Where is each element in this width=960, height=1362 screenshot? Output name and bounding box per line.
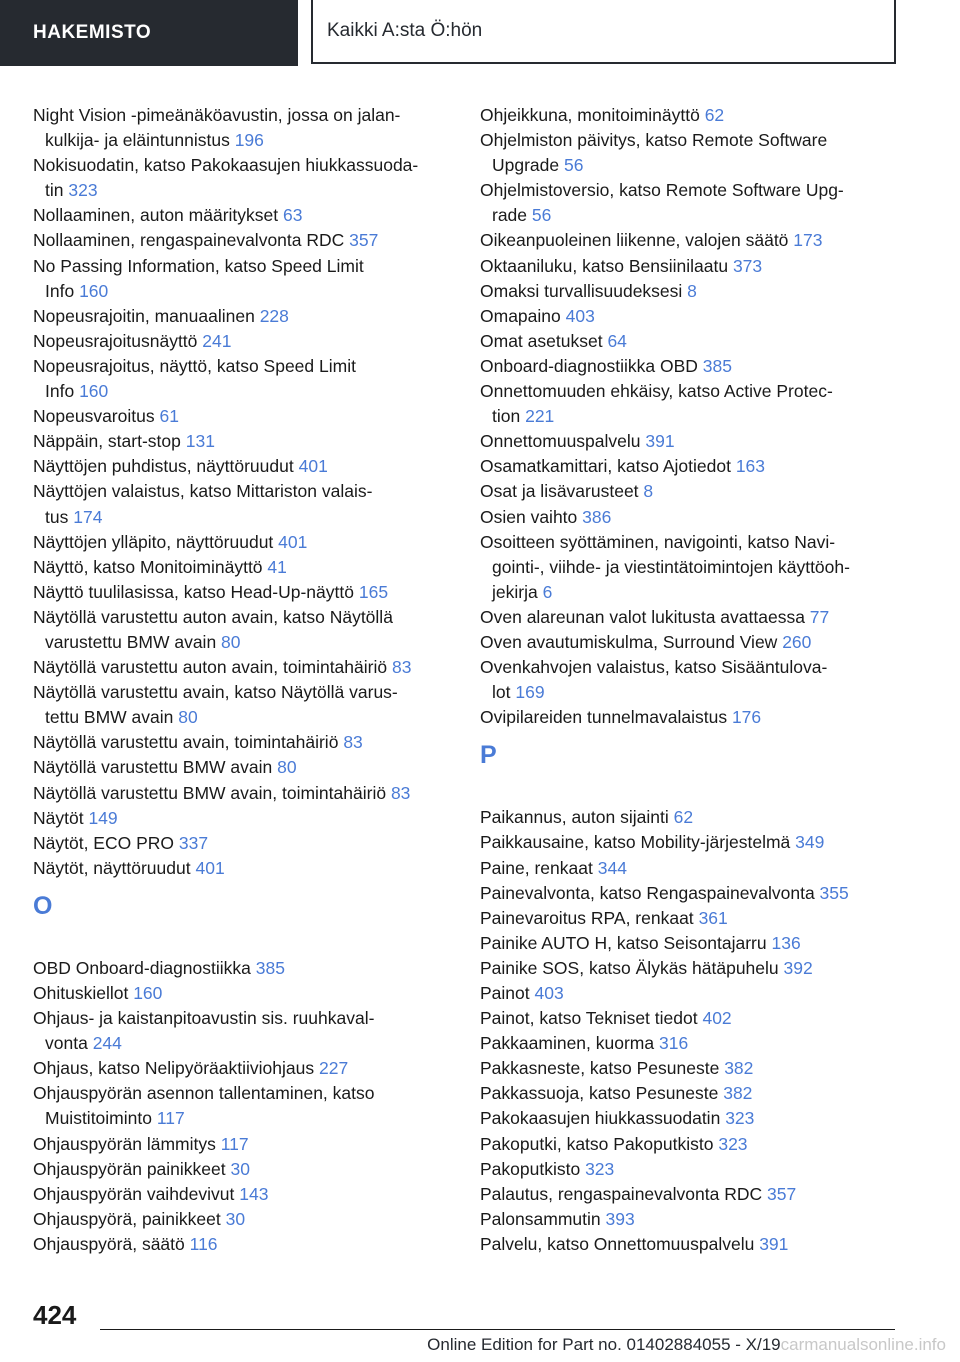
page-reference-link[interactable]: 361 [698, 907, 728, 928]
entry-text: tin [45, 180, 64, 201]
page-reference-link[interactable]: 160 [79, 381, 109, 402]
page-reference-link[interactable]: 385 [702, 355, 732, 376]
page-reference-link[interactable]: 83 [343, 732, 363, 753]
entry-text: Ohjelmistoversio, katso Remote Software Upg- [480, 180, 844, 201]
index-entries-o [33, 956, 453, 1257]
index-entry [480, 1157, 900, 1182]
entry-text: Paine, renkaat [480, 857, 593, 878]
page-reference-link[interactable]: 323 [725, 1108, 755, 1129]
page-reference-link[interactable]: 357 [349, 230, 379, 251]
edition-text: Online Edition for Part no. 01402884055 - X/19 [427, 1335, 781, 1354]
index-entry [480, 956, 900, 981]
entry-text: Oikeanpuoleinen liikenne, valojen säätö [480, 230, 789, 251]
footer-divider [100, 1329, 895, 1330]
index-entry [480, 128, 900, 178]
entry-text: Upgrade [492, 155, 560, 176]
index-column-left [33, 103, 453, 1257]
page-reference-link[interactable]: 62 [704, 105, 725, 125]
entry-text: Pakoputkisto [480, 1158, 581, 1179]
entry-text: Näyttö tuulilasissa, katso Head-Up-näyttö [33, 581, 354, 602]
entry-text: Omapaino [480, 305, 561, 326]
page-reference-link[interactable]: 160 [133, 983, 163, 1003]
entry-text: Info [45, 280, 75, 301]
entry-text: Näytöt, ECO PRO [33, 832, 175, 853]
entry-text: Näytöt [33, 807, 84, 828]
entry-text: Ovenkahvojen valaistus, katso Sisääntulova- [480, 657, 828, 678]
index-entry [33, 354, 453, 404]
entry-text: Ovipilareiden tunnelmavalaistus [480, 707, 728, 728]
index-entries-p [480, 805, 900, 1257]
chapter-title-label: Kaikki A:sta Ö:hön [327, 20, 483, 41]
entry-text: lot [492, 682, 511, 703]
entry-text: Osien vaihto [480, 506, 578, 527]
index-entry [33, 1182, 453, 1207]
index-entry [33, 479, 453, 529]
page-reference-link[interactable]: 56 [531, 205, 552, 226]
entry-text: Osoitteen syöttäminen, navigointi, katso Navi- [480, 531, 836, 552]
entry-text: Näytöllä varustettu avain, toimintahäiriö [33, 732, 339, 753]
page-reference-link[interactable]: 149 [88, 807, 118, 828]
page-reference-link[interactable]: 8 [643, 481, 654, 502]
section-tab-label: HAKEMISTO [33, 22, 152, 43]
entry-text: kulkija- ja eläintunnistus [45, 130, 230, 151]
entry-text: Painike AUTO H, katso Seisontajarru [480, 932, 767, 953]
entry-text: Näyttöjen puhdistus, näyttöruudut [33, 456, 294, 477]
page-reference-link[interactable]: 323 [68, 180, 98, 201]
page-reference-link[interactable]: 173 [793, 230, 823, 251]
page-reference-link[interactable]: 83 [390, 782, 411, 803]
index-letter-o: O [33, 891, 53, 920]
index-entry [480, 630, 900, 655]
index-entry [33, 680, 453, 730]
index-entry [480, 530, 900, 605]
index-entry [480, 1056, 900, 1081]
index-entry [480, 655, 900, 705]
entry-text: gointi-, viihde- ja viestintätoimintojen käyttöoh- [492, 556, 850, 577]
entry-text: Nokisuodatin, katso Pakokaasujen hiukkassuoda- [33, 155, 419, 176]
page-reference-link[interactable]: 392 [783, 957, 813, 978]
entry-text: Pakkaaminen, kuorma [480, 1033, 655, 1054]
entry-text: Ohjauspyörän lämmitys [33, 1133, 216, 1154]
index-entry [480, 1106, 900, 1131]
page-reference-link[interactable]: 355 [819, 882, 849, 903]
entry-text: Näppäin, start-stop [33, 431, 181, 452]
entry-text: Onboard-diagnostiikka OBD [480, 355, 698, 376]
index-entry [33, 1157, 453, 1182]
index-entry [480, 103, 900, 128]
page-reference-link[interactable]: 403 [565, 305, 595, 326]
page-reference-link[interactable]: 163 [735, 456, 766, 477]
entry-text: Painot [480, 983, 530, 1003]
index-entry [480, 931, 900, 956]
index-entry [33, 1132, 453, 1157]
page-reference-link[interactable]: 80 [277, 757, 297, 778]
index-entries-o-cont [480, 103, 900, 730]
index-entry [33, 429, 453, 454]
page-reference-link[interactable]: 402 [702, 1008, 732, 1029]
entry-text: Painike SOS, katso Älykäs hätäpuhelu [480, 957, 779, 978]
entry-text: Onnettomuuden ehkäisy, katso Active Protec- [480, 381, 833, 402]
page-reference-link[interactable]: 316 [659, 1033, 689, 1054]
index-entry [480, 228, 900, 253]
page-reference-link[interactable]: 357 [767, 1183, 797, 1204]
page-reference-link[interactable]: 136 [771, 932, 801, 953]
entry-text: Pakkasneste, katso Pesuneste [480, 1058, 720, 1079]
index-entry [33, 254, 453, 304]
index-entry [480, 1132, 900, 1157]
footer-edition [0, 1335, 946, 1355]
entry-text: Pakokaasujen hiukkassuodatin [480, 1108, 721, 1129]
page-reference-link[interactable]: 176 [731, 707, 762, 728]
page-reference-link[interactable]: 30 [225, 1208, 246, 1229]
index-entry [480, 830, 900, 855]
entry-text: OBD Onboard-diagnostiikka [33, 957, 251, 978]
index-letter-p: P [480, 741, 497, 770]
page-reference-link[interactable]: 382 [723, 1083, 753, 1104]
entry-text: Nopeusvaroitus [33, 406, 155, 427]
page-reference-link[interactable]: 56 [564, 155, 584, 176]
entry-text: Paikannus, auton sijainti [480, 807, 669, 828]
entry-text: Pakkassuoja, katso Pesuneste [480, 1083, 719, 1104]
index-entries-n [33, 103, 453, 881]
entry-text: Näytöllä varustettu auton avain, toimintahäiriö [33, 657, 388, 678]
entry-text: Ohjelmiston päivitys, katso Remote Software [480, 130, 828, 151]
index-entry [480, 505, 900, 530]
entry-text: Näyttöjen ylläpito, näyttöruudut [33, 531, 274, 552]
page-reference-link[interactable]: 382 [724, 1058, 754, 1079]
page-reference-link[interactable]: 221 [525, 406, 555, 427]
page-reference-link[interactable]: 64 [607, 330, 627, 351]
entry-text: Painevaroitus RPA, renkaat [480, 907, 694, 928]
entry-text: Ohjauspyörän vaihdevivut [33, 1183, 235, 1204]
section-tab[interactable] [0, 0, 298, 66]
page-reference-link[interactable]: 169 [515, 682, 545, 703]
page-reference-link[interactable]: 8 [687, 280, 697, 301]
entry-text: Ohjaus, katso Nelipyöräaktiiviohjaus [33, 1058, 315, 1079]
entry-text: Ohjauspyörä, painikkeet [33, 1208, 221, 1229]
entry-text: Ohjaus- ja kaistanpitoavustin sis. ruuhkaval- [33, 1008, 375, 1029]
entry-text: jekirja [492, 581, 538, 602]
index-entry [480, 1182, 900, 1207]
page-reference-link[interactable]: 391 [759, 1233, 789, 1254]
page-reference-link[interactable]: 80 [178, 707, 198, 728]
index-entry [480, 354, 900, 379]
entry-text: Palonsammutin [480, 1208, 601, 1229]
entry-text: Ohjauspyörä, säätö [33, 1233, 185, 1254]
page-reference-link[interactable]: 83 [391, 657, 412, 678]
entry-text: Näytöllä varustettu BMW avain, toimintahäiriö [33, 782, 387, 803]
index-entry [480, 379, 900, 429]
entry-text: Nopeusrajoitusnäyttö [33, 330, 198, 351]
watermark-text: carmanualsonline.info [780, 1335, 946, 1354]
entry-text: Nopeusrajoitin, manuaalinen [33, 305, 255, 326]
entry-text: Osamatkamittari, katso Ajotiedot [480, 456, 731, 477]
entry-text: Omat asetukset [480, 330, 603, 351]
index-entry [33, 1006, 453, 1056]
entry-text: Oven avautumiskulma, Surround View [480, 631, 778, 652]
entry-text: Osat ja lisävarusteet [480, 481, 639, 502]
page-reference-link[interactable]: 117 [156, 1108, 185, 1129]
index-entry [480, 705, 900, 730]
index-entry [480, 254, 900, 279]
index-entry [33, 329, 453, 354]
index-entry [33, 555, 453, 580]
entry-text: Paikkausaine, katso Mobility-järjestelmä [480, 832, 791, 853]
entry-text: Omaksi turvallisuudeksesi [480, 280, 683, 301]
entry-text: Ohjeikkuna, monitoiminäyttö [480, 105, 700, 125]
index-entry [480, 1081, 900, 1106]
index-entry [480, 479, 900, 504]
chapter-title-tab[interactable] [311, 0, 896, 64]
index-entry [33, 530, 453, 555]
index-entry [33, 454, 453, 479]
entry-text: Ohjauspyörän painikkeet [33, 1158, 226, 1179]
page-reference-link[interactable]: 385 [255, 957, 285, 978]
page-reference-link[interactable]: 403 [534, 983, 564, 1003]
entry-text: tettu BMW avain [45, 707, 174, 728]
page-reference-link[interactable]: 323 [585, 1158, 615, 1179]
index-entry [33, 203, 453, 228]
index-entry [33, 153, 453, 203]
page-reference-link[interactable]: 241 [202, 330, 232, 351]
index-entry [33, 655, 453, 680]
page-reference-link[interactable]: 393 [605, 1208, 635, 1229]
page-reference-link[interactable]: 160 [79, 280, 109, 301]
index-entry [480, 279, 900, 304]
entry-text: Näyttöjen valaistus, katso Mittariston valais- [33, 481, 373, 502]
page-reference-link[interactable]: 30 [230, 1158, 250, 1179]
index-entry [33, 981, 453, 1006]
index-entry [33, 1232, 453, 1257]
index-entry [33, 228, 453, 253]
index-entry [480, 329, 900, 354]
index-entry [480, 178, 900, 228]
page-reference-link[interactable]: 165 [358, 581, 389, 602]
index-entry [480, 429, 900, 454]
page-reference-link[interactable]: 373 [732, 255, 763, 276]
entry-text: Näytöt, näyttöruudut [33, 857, 191, 878]
page-reference-link[interactable]: 63 [283, 205, 303, 226]
index-entry [480, 805, 900, 830]
index-entry [480, 605, 900, 630]
page-reference-link[interactable]: 41 [267, 556, 287, 577]
entry-text: Oven alareunan valot lukitusta avattaessa [480, 606, 805, 627]
entry-text: Nopeusrajoitus, näyttö, katso Speed Limit [33, 355, 356, 376]
page-reference-link[interactable]: 174 [73, 506, 103, 527]
entry-text: Nollaaminen, rengaspainevalvonta RDC [33, 230, 345, 251]
index-entry [33, 1056, 453, 1081]
entry-text: varustettu BMW avain [45, 631, 217, 652]
index-entry [480, 856, 900, 881]
entry-text: Oktaaniluku, katso Bensiinilaatu [480, 255, 729, 276]
index-entry [33, 103, 453, 153]
page-reference-link[interactable]: 143 [239, 1183, 269, 1204]
page-reference-link[interactable]: 62 [673, 807, 694, 828]
page-reference-link[interactable]: 228 [259, 305, 289, 326]
page-reference-link[interactable]: 196 [234, 130, 264, 151]
entry-text: Painevalvonta, katso Rengaspainevalvonta [480, 882, 815, 903]
page-reference-link[interactable]: 349 [795, 832, 825, 853]
entry-text: Ohjauspyörän asennon tallentaminen, katso [33, 1083, 375, 1104]
page-reference-link[interactable]: 323 [718, 1133, 748, 1154]
index-entry [33, 831, 453, 856]
index-entry [33, 1081, 453, 1131]
index-entry [33, 856, 453, 881]
index-entry [33, 605, 453, 655]
page-reference-link[interactable]: 116 [189, 1233, 218, 1254]
index-entry [480, 454, 900, 479]
page-reference-link[interactable]: 401 [298, 456, 328, 477]
page-reference-link[interactable]: 117 [220, 1133, 249, 1154]
entry-text: vonta [45, 1033, 88, 1054]
entry-text: tion [492, 406, 521, 427]
index-entry [33, 956, 453, 981]
index-column-right [480, 103, 900, 1257]
page-reference-link[interactable]: 77 [809, 606, 830, 627]
entry-text: Night Vision -pimeänäköavustin, jossa on jalan- [33, 105, 401, 125]
entry-text: Ohituskiellot [33, 983, 129, 1003]
page-number: 424 [33, 1300, 77, 1330]
index-entry [480, 1232, 900, 1257]
entry-text: Näytöllä varustettu auton avain, katso Näytöllä [33, 606, 393, 627]
page-reference-link[interactable]: 401 [278, 531, 308, 552]
entry-text: Näyttö, katso Monitoiminäyttö [33, 556, 263, 577]
index-entry [480, 981, 900, 1006]
index-entry [33, 730, 453, 755]
page-reference-link[interactable]: 386 [582, 506, 612, 527]
page-reference-link[interactable]: 344 [597, 857, 627, 878]
index-entry [33, 755, 453, 780]
index-entry [33, 806, 453, 831]
entry-text: Info [45, 381, 75, 402]
entry-text: No Passing Information, katso Speed Limit [33, 255, 364, 276]
entry-text: Muistitoiminto [45, 1108, 152, 1129]
page-reference-link[interactable]: 391 [645, 431, 675, 452]
entry-text: Painot, katso Tekniset tiedot [480, 1008, 698, 1029]
index-entry [33, 1207, 453, 1232]
entry-text: rade [492, 205, 528, 226]
page-reference-link[interactable]: 6 [542, 581, 553, 602]
page-reference-link[interactable]: 401 [195, 857, 225, 878]
index-entry [33, 304, 453, 329]
entry-text: Palvelu, katso Onnettomuuspalvelu [480, 1233, 755, 1254]
index-entry [480, 304, 900, 329]
page-reference-link[interactable]: 61 [159, 406, 179, 427]
entry-text: Palautus, rengaspainevalvonta RDC [480, 1183, 763, 1204]
entry-text: Pakoputki, katso Pakoputkisto [480, 1133, 714, 1154]
page-reference-link[interactable]: 244 [92, 1033, 122, 1054]
index-entry [33, 580, 453, 605]
index-entry [480, 881, 900, 906]
entry-text: Näytöllä varustettu BMW avain [33, 757, 273, 778]
entry-text: Onnettomuuspalvelu [480, 431, 641, 452]
index-entry [33, 781, 453, 806]
page-header [0, 0, 960, 66]
page-reference-link[interactable]: 260 [782, 631, 812, 652]
index-entry [480, 1207, 900, 1232]
page-reference-link[interactable]: 337 [178, 832, 209, 853]
index-entry [480, 1006, 900, 1031]
index-entry [480, 906, 900, 931]
index-entry [33, 404, 453, 429]
page-reference-link[interactable]: 80 [221, 631, 241, 652]
index-entry [480, 1031, 900, 1056]
page-reference-link[interactable]: 131 [185, 431, 215, 452]
entry-text: Näytöllä varustettu avain, katso Näytöllä varus- [33, 682, 398, 703]
page-reference-link[interactable]: 227 [319, 1058, 349, 1079]
entry-text: Nollaaminen, auton määritykset [33, 205, 279, 226]
entry-text: tus [45, 506, 69, 527]
